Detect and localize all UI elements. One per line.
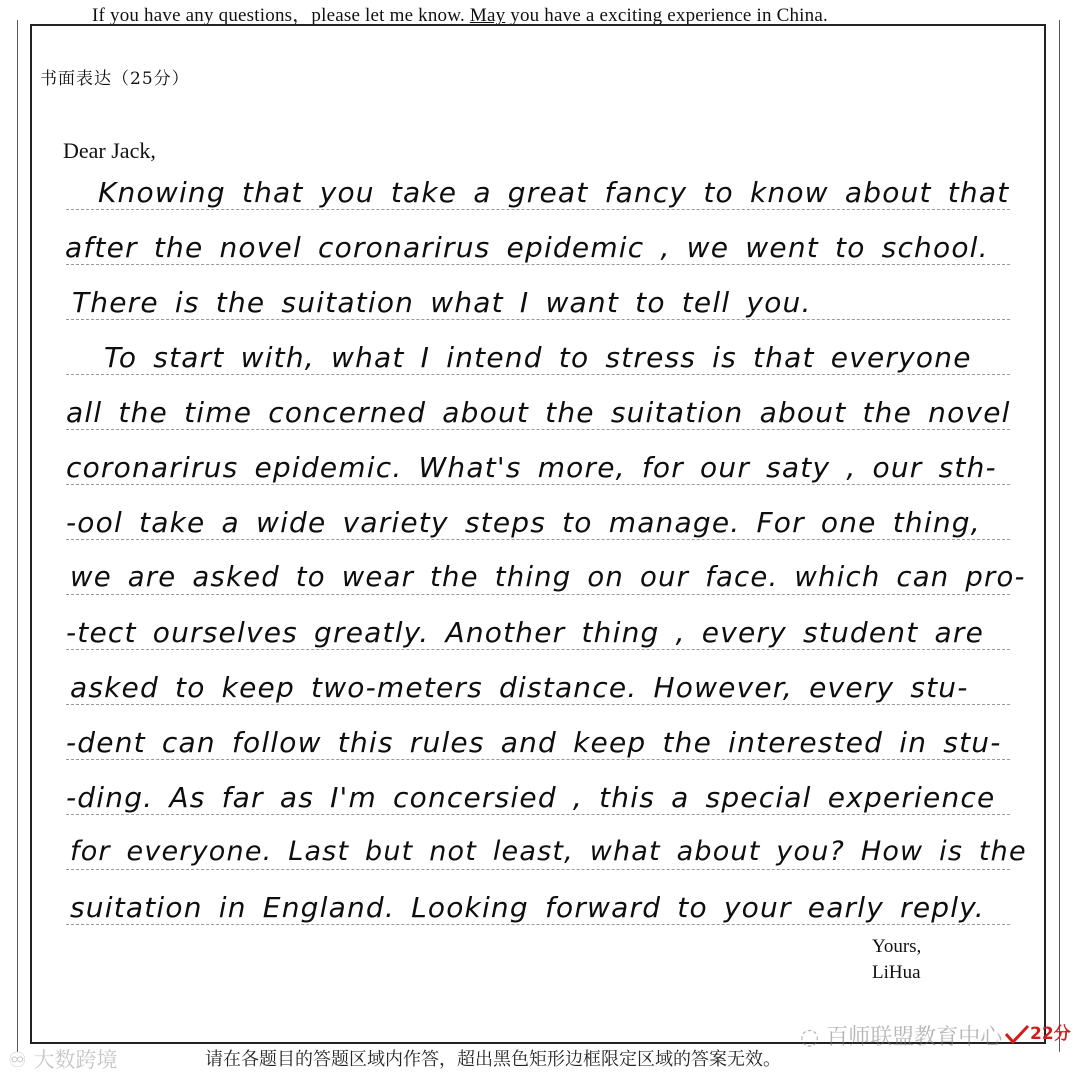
- salutation: Dear Jack,: [63, 138, 156, 163]
- handwritten-line: we are asked to wear the thing on our face. which can pro-: [70, 561, 1026, 593]
- ruled-line: [66, 484, 1010, 485]
- handwritten-line: asked to keep two-meters distance. However, every stu-: [70, 671, 969, 704]
- handwritten-line: suitation in England. Looking forward to your early reply.: [70, 891, 985, 924]
- ruled-line: [66, 649, 1010, 650]
- check-mark-icon: [1004, 1024, 1030, 1046]
- ruled-line: [66, 374, 1010, 375]
- previous-answer-line: If you have any questions，please let me know. May you have a exciting experience in China.: [92, 5, 828, 26]
- watermark-logo-icon: ♾: [8, 1048, 27, 1072]
- handwritten-line: -ool take a wide variety steps to manage. For one thing,: [66, 506, 981, 539]
- handwritten-line: for everyone. Last but not least, what about you? How is the: [70, 836, 1027, 867]
- ruled-line: [66, 319, 1010, 320]
- score-mark: 22分: [1030, 1024, 1071, 1044]
- ruled-line: [66, 209, 1010, 210]
- section-title: 书面表达（25分）: [40, 69, 190, 89]
- ruled-line: [66, 814, 1010, 815]
- handwritten-line: -tect ourselves greatly. Another thing , every student are: [66, 616, 985, 649]
- outer-border-left: [17, 20, 18, 1052]
- ruled-line: [66, 264, 1010, 265]
- ruled-line: [66, 429, 1010, 430]
- watermark-left: ♾ 大数跨境: [8, 1048, 118, 1072]
- watermark-right: ◌ 百师联盟教育中心: [800, 1025, 1003, 1050]
- handwritten-line: -dent can follow this rules and keep the interested in stu-: [66, 726, 1002, 759]
- handwritten-line: There is the suitation what I want to tell you.: [72, 286, 812, 319]
- closing: Yours,: [872, 936, 922, 957]
- handwritten-line: -ding. As far as I'm concersied , this a special experience: [66, 781, 996, 814]
- footer-instruction: 请在各题目的答题区域内作答，超出黑色矩形边框限定区域的答案无效。: [205, 1049, 781, 1070]
- underlined-word: May: [469, 5, 506, 26]
- signature: LiHua: [872, 962, 921, 983]
- ruled-line: [66, 869, 1010, 870]
- ruled-line: [66, 539, 1010, 540]
- outer-border-right: [1059, 20, 1060, 1052]
- watermark-chat-icon: ◌: [800, 1025, 820, 1050]
- ruled-line: [66, 594, 1010, 595]
- handwritten-line: To start with, what I intend to stress is that everyone: [104, 341, 972, 374]
- handwritten-line: after the novel coronarirus epidemic , we went to school.: [65, 231, 989, 264]
- ruled-line: [66, 704, 1010, 705]
- ruled-line: [66, 759, 1010, 760]
- handwritten-line: all the time concerned about the suitation about the novel: [66, 396, 1011, 429]
- handwritten-line: coronarirus epidemic. What's more, for our saty , our sth-: [66, 451, 997, 484]
- handwritten-line: Knowing that you take a great fancy to know about that: [98, 176, 1010, 209]
- ruled-line: [66, 924, 1010, 925]
